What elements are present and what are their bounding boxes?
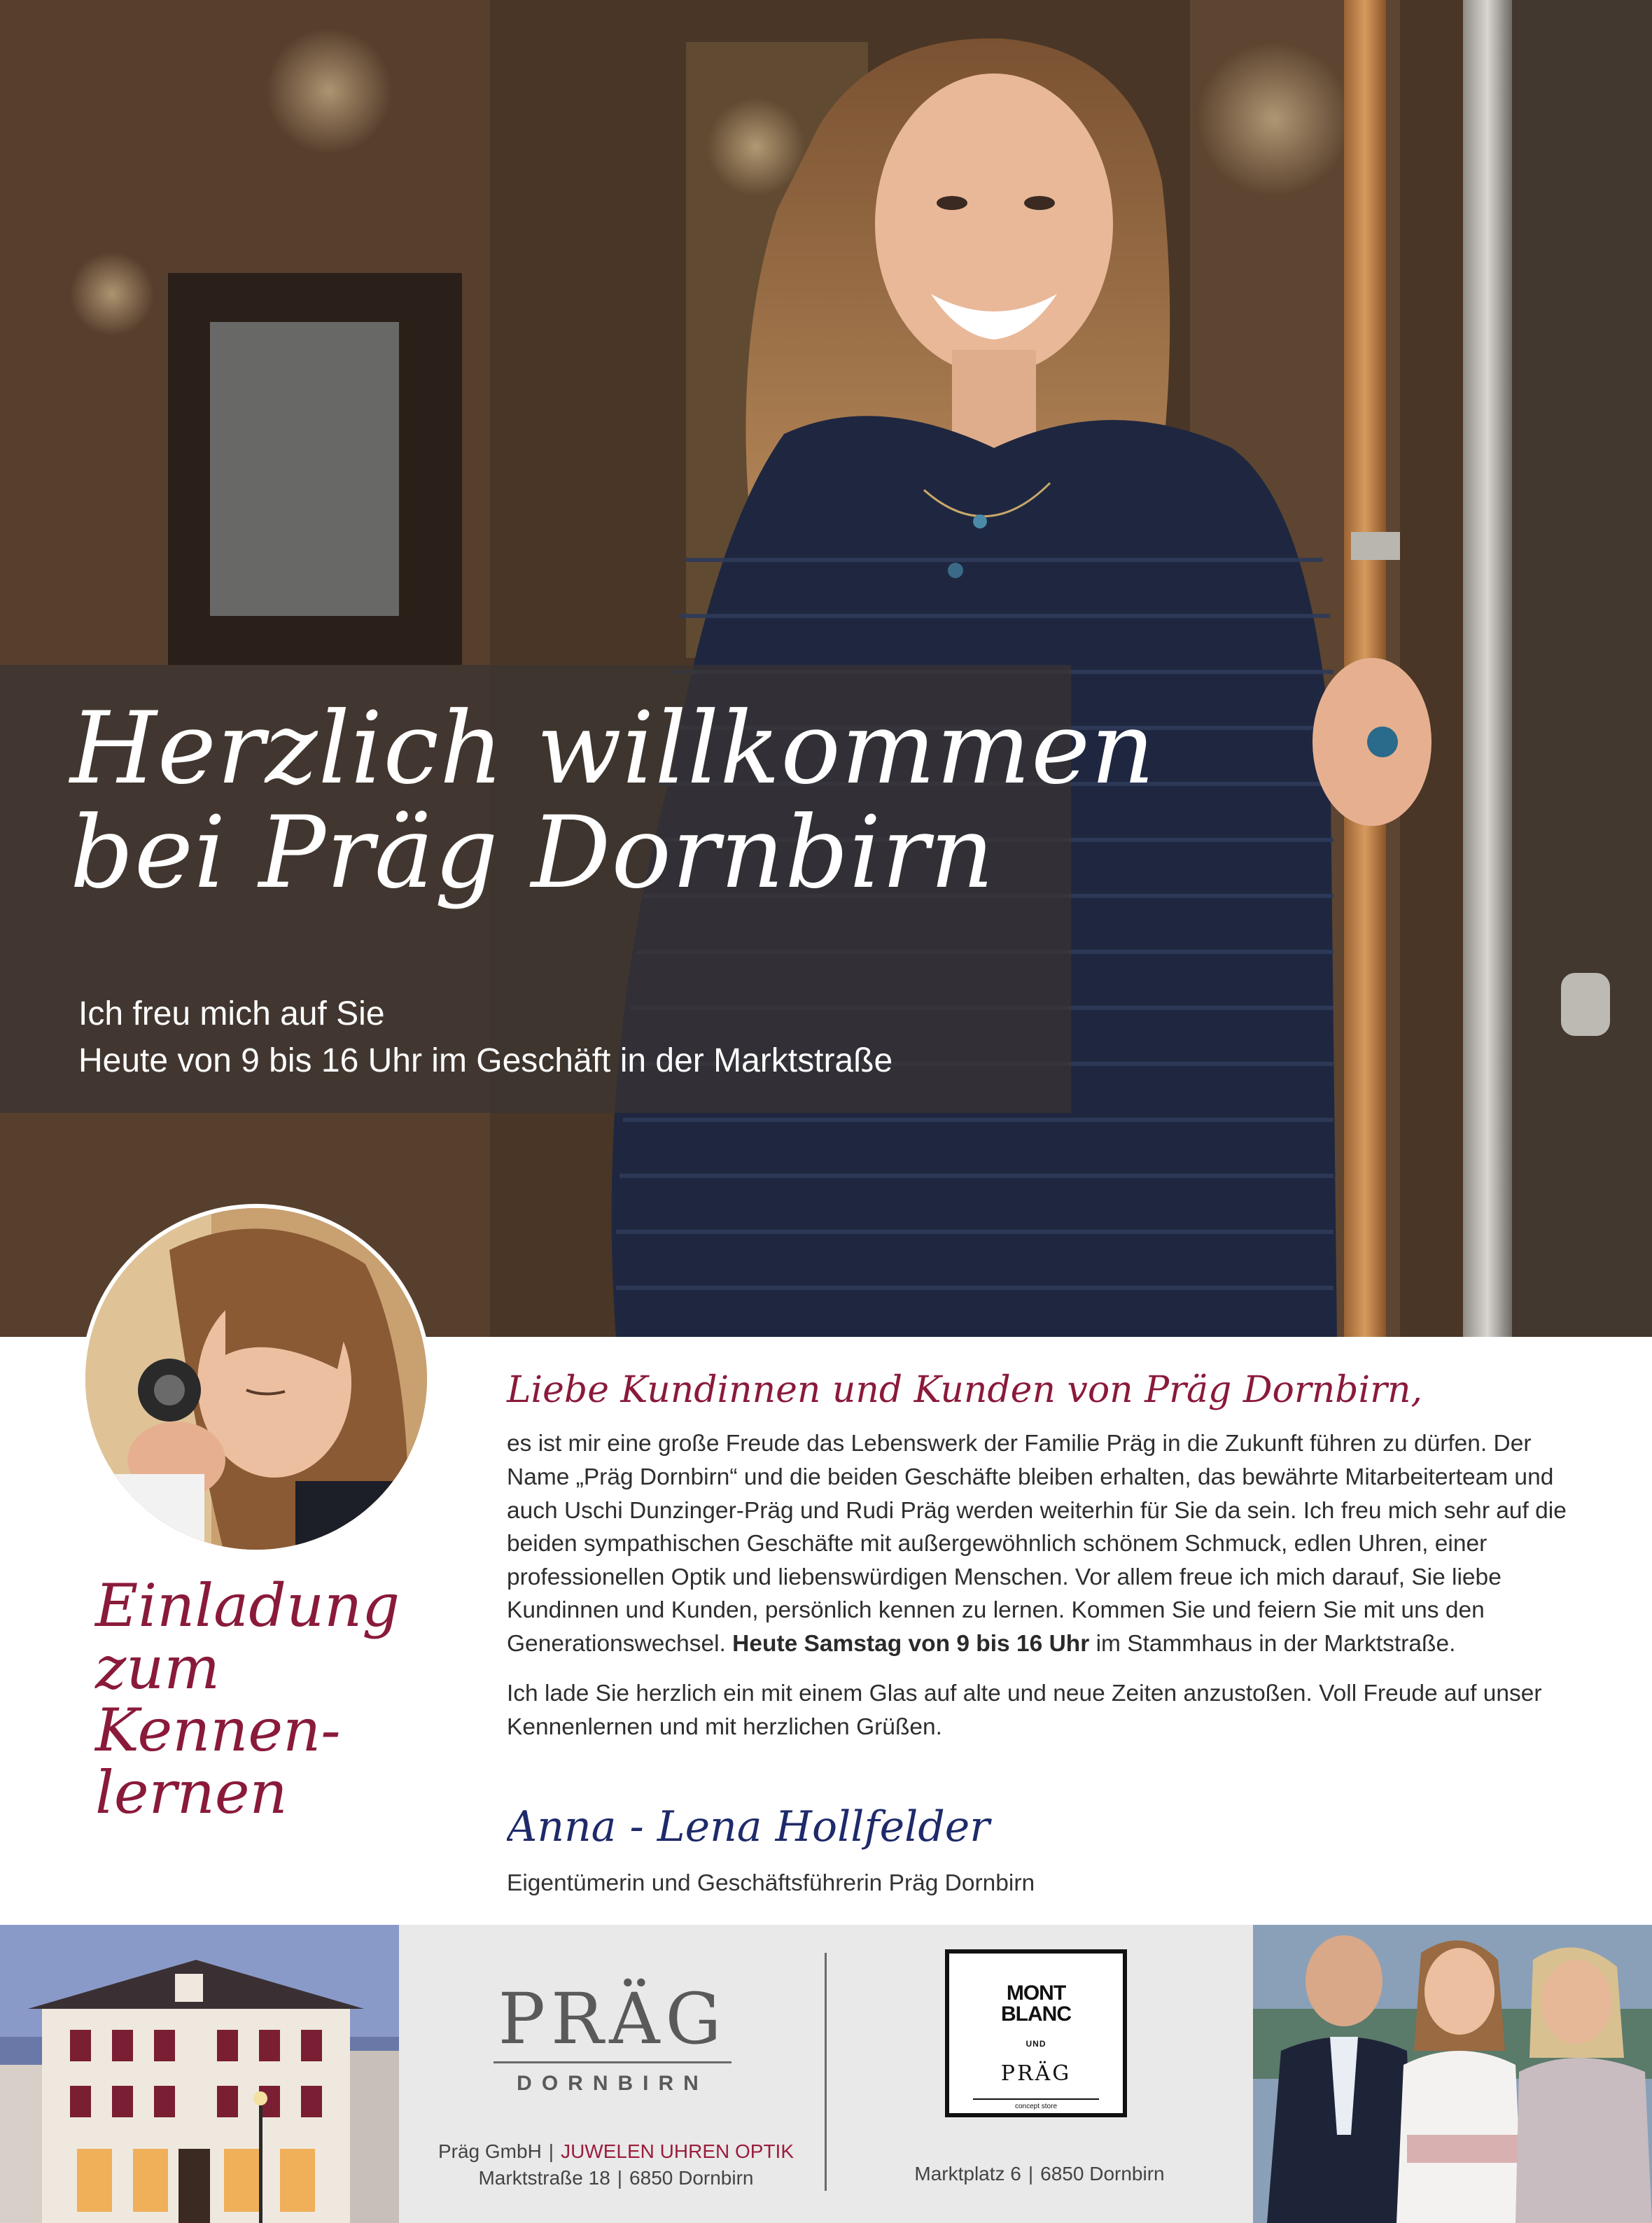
team-illustration bbox=[1253, 1925, 1652, 2223]
headline-line-1: Herzlich willkommen bbox=[70, 691, 1156, 806]
separator: | bbox=[617, 2166, 623, 2189]
montblanc-prag: PRÄG bbox=[1000, 2061, 1072, 2086]
address-1-city: 6850 Dornbirn bbox=[629, 2166, 754, 2189]
store-building-photo bbox=[0, 1925, 399, 2223]
address-line-1 bbox=[406, 2165, 826, 2192]
prag-dornbirn-logo bbox=[490, 1978, 735, 2096]
letter-paragraph-1 bbox=[507, 1427, 1571, 1660]
letter-greeting: Liebe Kundinnen und Kunden von Präg Dornbirn, bbox=[507, 1369, 1422, 1411]
headline-line-2: bei Präg Dornbirn bbox=[70, 795, 995, 911]
footer bbox=[0, 1925, 1652, 2223]
letter-paragraph-1-end: im Stammhaus in der Marktstraße. bbox=[1089, 1630, 1456, 1657]
montblanc-word-2: BLANC bbox=[1001, 2003, 1071, 2026]
invitation-line-3: Kennen- bbox=[95, 1696, 341, 1765]
subline-line-2: Heute von 9 bis 16 Uhr im Geschäft in der Marktstraße bbox=[78, 1042, 893, 1080]
store-address-1 bbox=[406, 2138, 826, 2192]
store-address-2 bbox=[875, 2163, 1204, 2185]
company-line bbox=[406, 2138, 826, 2165]
company-name: Präg GmbH bbox=[438, 2140, 542, 2162]
invitation-line-1: Einladung bbox=[95, 1571, 400, 1640]
separator: | bbox=[1028, 2163, 1034, 2185]
letter-paragraph-1-text: es ist mir eine große Freude das Lebenswerk der Familie Präg in die Zukunft führen zu dürfen. Der Name „Präg Dornbirn“ und die beiden Geschäfte bleiben erhalten, das bewährte Mitarbeiterteam und auch Uschi Dunzinger-Präg und Rudi Präg werden weiterhin für Sie da sein. Ich freu mich sehr auf die beiden sympathischen Geschäfte mit außergewöhnlich schönem Schmuck, edlen Uhren, einer professionellen Optik und liebenswürdigen Menschen. Vor allem freue ich mich darauf, Sie liebe Kundinnen und Kunden, persönlich kennen zu lernen. Kommen Sie und feiern Sie mit uns den Generationswechsel. bbox=[507, 1431, 1567, 1657]
company-tagline: JUWELEN UHREN OPTIK bbox=[561, 2140, 794, 2162]
separator: | bbox=[548, 2140, 554, 2162]
handwritten-signature bbox=[507, 1792, 1067, 1865]
montblanc-word-1: MONT bbox=[1006, 1982, 1066, 2005]
headline bbox=[70, 691, 1156, 911]
address-1-street: Marktstraße 18 bbox=[478, 2166, 610, 2189]
letter-paragraph-2: Ich lade Sie herzlich ein mit einem Glas auf alte und neue Zeiten anzustoßen. Voll Freude auf unser Kennenlernen und mit herzlichen Grüßen. bbox=[507, 1681, 1542, 1740]
subline bbox=[78, 990, 892, 1084]
letter bbox=[507, 1368, 1571, 1760]
address-2-street: Marktplatz 6 bbox=[914, 2163, 1021, 2185]
invitation-title bbox=[95, 1571, 400, 1828]
address-2-city: 6850 Dornbirn bbox=[1040, 2163, 1165, 2185]
portrait-photo bbox=[81, 1204, 431, 1554]
signatory-role: Eigentümerin und Geschäftsführerin Präg Dornbirn bbox=[507, 1870, 1035, 1896]
invitation-line-2: zum bbox=[95, 1634, 220, 1703]
team-photo bbox=[1253, 1925, 1652, 2223]
signature-text: Anna - Lena Hollfelder bbox=[507, 1802, 990, 1851]
montblanc-und: UND bbox=[1026, 2039, 1046, 2049]
signature-svg bbox=[507, 1792, 1067, 1862]
portrait-illustration bbox=[85, 1208, 431, 1554]
letter-highlight-time: Heute Samstag von 9 bis 16 Uhr bbox=[732, 1630, 1090, 1657]
prag-logo-word: PRÄG bbox=[498, 1978, 727, 2060]
prag-logo-rule bbox=[493, 2061, 732, 2063]
footer-divider bbox=[825, 1953, 827, 2191]
store-building-illustration bbox=[0, 1925, 399, 2223]
prag-logo-city: DORNBIRN bbox=[517, 2072, 708, 2095]
invitation-line-4: lernen bbox=[95, 1758, 288, 1828]
subline-line-1: Ich freu mich auf Sie bbox=[78, 995, 385, 1032]
montblanc-concept-store: concept store bbox=[973, 2098, 1099, 2110]
montblanc-concept-store-logo bbox=[945, 1949, 1127, 2117]
